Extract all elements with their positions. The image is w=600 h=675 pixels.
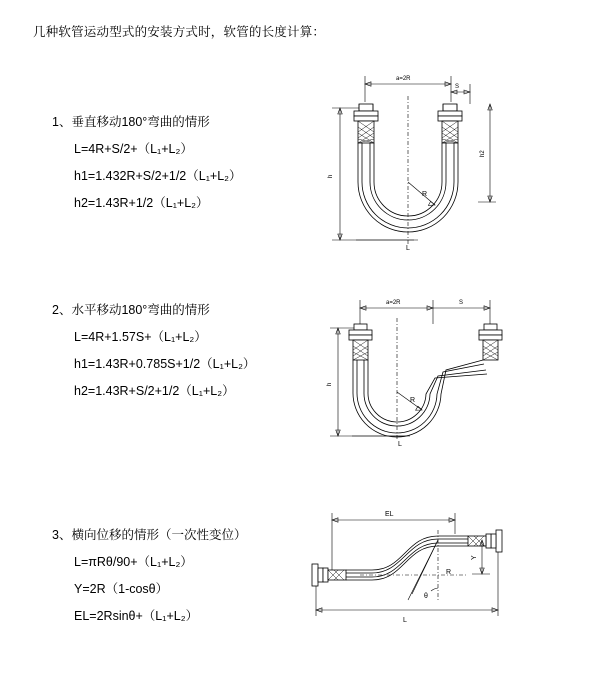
- section-1-title: 1、垂直移动180°弯曲的情形: [52, 115, 210, 129]
- svg-text:R: R: [410, 397, 416, 404]
- section-3-formula-1: L=πRθ/90+（L₁+L₂）: [74, 555, 193, 569]
- section-3-title: 3、横向位移的情形（一次性变位）: [52, 528, 247, 542]
- figure-3-lateral-offset: [300, 500, 520, 640]
- section-3-formula-3: EL=2Rsinθ+（L₁+L₂）: [74, 609, 199, 623]
- section-1-formula-2: h1=1.432R+S/2+1/2（L₁+L₂）: [74, 169, 242, 183]
- svg-text:S: S: [455, 84, 460, 90]
- svg-text:a=2R: a=2R: [386, 300, 401, 306]
- page-title: 几种软管运动型式的安装方式时，软管的长度计算：: [33, 25, 326, 39]
- section-2-formula-2: h1=1.43R+0.785S+1/2（L₁+L₂）: [74, 357, 256, 371]
- svg-text:L: L: [398, 441, 402, 448]
- svg-text:S: S: [459, 300, 464, 306]
- section-3-text: [52, 525, 246, 633]
- section-2-formula-3: h2=1.43R+S/2+1/2（L₁+L₂）: [74, 384, 235, 398]
- section-1-text: [52, 112, 242, 220]
- figure-1-vertical-180-bend: [318, 62, 528, 262]
- svg-text:R: R: [422, 191, 428, 198]
- svg-text:Y: Y: [471, 555, 478, 560]
- svg-text:h: h: [328, 174, 334, 178]
- svg-text:a=2R: a=2R: [396, 76, 411, 82]
- svg-text:EL: EL: [385, 511, 394, 518]
- section-2-title: 2、水平移动180°弯曲的情形: [52, 303, 210, 317]
- section-2-text: [52, 300, 255, 408]
- svg-text:R: R: [446, 569, 452, 576]
- figure-2-horizontal-180-bend: [318, 288, 528, 468]
- svg-text:h: h: [327, 382, 333, 386]
- svg-text:θ: θ: [424, 593, 428, 600]
- svg-text:L: L: [403, 617, 407, 624]
- section-3-formula-2: Y=2R（1-cosθ）: [74, 582, 169, 596]
- svg-text:L: L: [406, 245, 410, 252]
- section-2-formula-1: L=4R+1.57S+（L₁+L₂）: [74, 330, 207, 344]
- svg-text:h2: h2: [480, 150, 486, 157]
- section-1-formula-3: h2=1.43R+1/2（L₁+L₂）: [74, 196, 209, 210]
- section-1-formula-1: L=4R+S/2+（L₁+L₂）: [74, 142, 193, 156]
